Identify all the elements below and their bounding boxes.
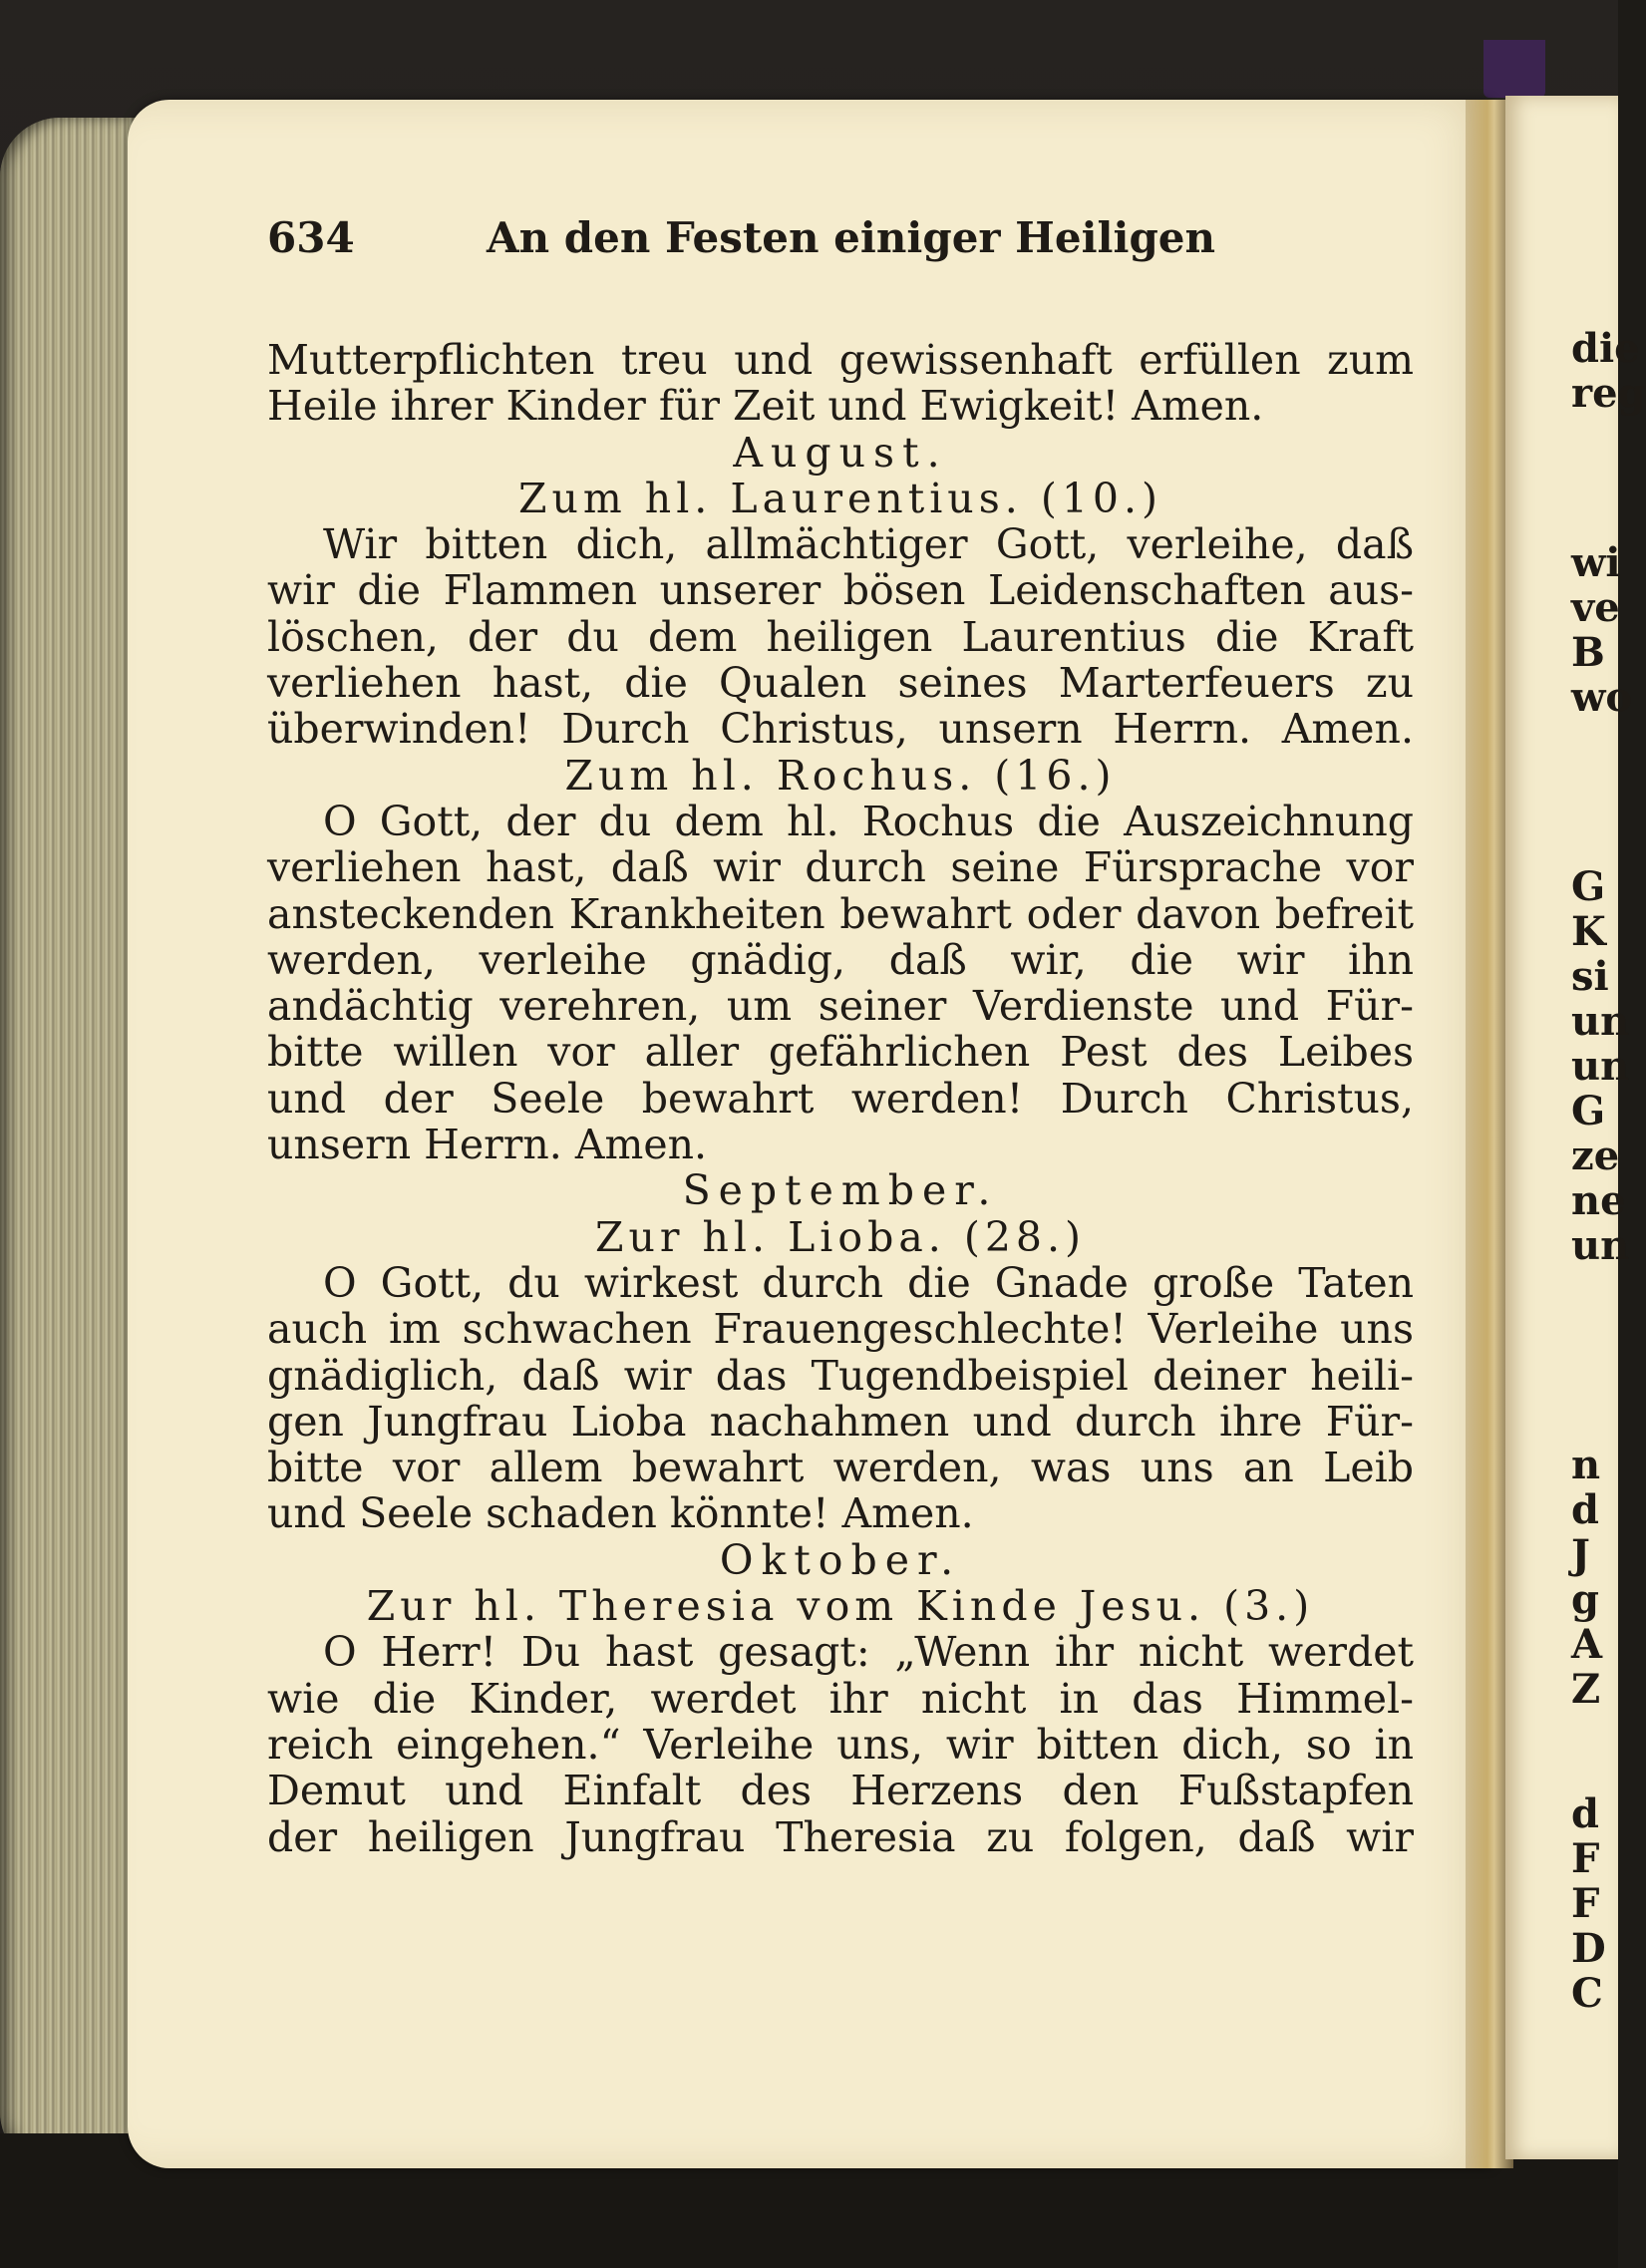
right-page-fragment: ne xyxy=(1571,1177,1626,1224)
feast-heading: Zum hl. Rochus. (16.) xyxy=(564,751,1117,800)
text-line: Heile ihrer Kinder für Zeit und Ewigkeit! Amen. xyxy=(267,382,1264,431)
right-page-fragment: un xyxy=(1571,1043,1630,1090)
month-heading: August. xyxy=(733,428,948,477)
text-line: reich eingehen.“ Verleihe uns, wir bitten dich, so in xyxy=(267,1720,1414,1769)
right-page-fragment: G xyxy=(1571,863,1606,910)
text-line: der heiligen Jungfrau Theresia zu folgen, daß wir xyxy=(267,1812,1414,1861)
text-line: löschen, der du dem heiligen Laurentius die Kraft xyxy=(267,612,1414,661)
text-line: wir die Flammen unserer bösen Leidenschaften aus- xyxy=(267,566,1414,615)
right-page-fragment: F xyxy=(1571,1835,1600,1882)
right-page-fragment: ze xyxy=(1571,1133,1620,1179)
text-line: O Gott, du wirkest durch die Gnade große Taten xyxy=(323,1258,1414,1307)
right-page-fragment: K xyxy=(1571,908,1606,955)
text-line: überwinden! Durch Christus, unsern Herrn. Amen. xyxy=(267,705,1414,754)
right-page-fragment: Z xyxy=(1571,1666,1601,1713)
right-page-fragment: wo xyxy=(1571,674,1633,721)
feast-heading: Zur hl. Theresia vom Kinde Jesu. (3.) xyxy=(366,1582,1315,1631)
text-line: Mutterpflichten treu und gewissenhaft erfüllen zum xyxy=(267,336,1414,384)
text-line: auch im schwachen Frauengeschlechte! Verleihe uns xyxy=(267,1305,1414,1354)
right-page-fragment: J xyxy=(1571,1531,1590,1578)
text-line: Wir bitten dich, allmächtiger Gott, verleihe, daß xyxy=(323,520,1414,569)
right-page-fragment: G xyxy=(1571,1088,1606,1134)
month-heading: September. xyxy=(682,1166,999,1215)
right-page-fragment: d xyxy=(1571,1486,1599,1533)
body-text xyxy=(267,337,1414,1860)
right-page-fragment: reg xyxy=(1571,370,1646,417)
feast-heading: Zum hl. Laurentius. (10.) xyxy=(517,474,1163,522)
text-line: werden, verleihe gnädig, daß wir, die wir ihn xyxy=(267,935,1414,984)
text-line: gnädiglich, daß wir das Tugendbeispiel deiner heili- xyxy=(267,1351,1414,1400)
text-line: und Seele schaden könnte! Amen. xyxy=(267,1489,974,1538)
right-page-fragment: A xyxy=(1571,1621,1603,1668)
month-heading: Oktober. xyxy=(719,1535,962,1584)
running-head-title: An den Festen einiger Heiligen xyxy=(487,213,1216,262)
page-number: 634 xyxy=(267,213,355,262)
text-line: verliehen hast, daß wir durch seine Fürsprache vor xyxy=(267,843,1414,892)
text-line: bitte vor allem bewahrt werden, was uns an Leib xyxy=(267,1444,1414,1492)
running-head xyxy=(267,213,1414,277)
text-line: verliehen hast, die Qualen seines Marterfeuers zu xyxy=(267,659,1414,708)
text-line: Demut und Einfalt des Herzens den Fußstapfen xyxy=(267,1767,1414,1815)
feast-heading: Zur hl. Lioba. (28.) xyxy=(594,1212,1087,1261)
right-page-fragment: n xyxy=(1571,1442,1601,1488)
right-page-fragment: un xyxy=(1571,998,1630,1045)
text-line: O Herr! Du hast gesagt: „Wenn ihr nicht werdet xyxy=(323,1628,1414,1677)
right-page-fragment: g xyxy=(1571,1576,1599,1623)
right-page-fragment: die xyxy=(1571,325,1640,372)
text-line: andächtig verehren, um seiner Verdienste und Für- xyxy=(267,982,1414,1031)
text-line: wie die Kinder, werdet ihr nicht in das Himmel- xyxy=(267,1674,1414,1723)
right-page-fragment: B xyxy=(1571,629,1605,676)
right-page xyxy=(1505,96,1646,2159)
bookmark-ribbon xyxy=(1483,40,1545,98)
text-line: bitte willen vor aller gefährlichen Pest des Leibes xyxy=(267,1028,1414,1077)
right-page-fragment: D xyxy=(1571,1925,1606,1972)
right-page-fragment: F xyxy=(1571,1880,1600,1927)
right-page-fragment: wi xyxy=(1571,539,1621,586)
text-line: ansteckenden Krankheiten bewahrt oder davon befreit xyxy=(267,889,1414,938)
right-page-fragment: ve xyxy=(1571,584,1620,631)
right-page-fragment: si xyxy=(1571,953,1609,1000)
right-page-fragment: C xyxy=(1571,1970,1603,2017)
text-line: und der Seele bewahrt werden! Durch Christus, xyxy=(267,1074,1414,1123)
text-line: unsern Herrn. Amen. xyxy=(267,1121,708,1169)
text-line: O Gott, der du dem hl. Rochus die Auszeichnung xyxy=(323,797,1414,845)
text-line: gen Jungfrau Lioba nachahmen und durch ihre Für- xyxy=(267,1397,1414,1446)
right-page-fragment: un xyxy=(1571,1222,1630,1269)
right-page-fragment: d xyxy=(1571,1790,1599,1837)
page-text xyxy=(267,213,1414,1860)
